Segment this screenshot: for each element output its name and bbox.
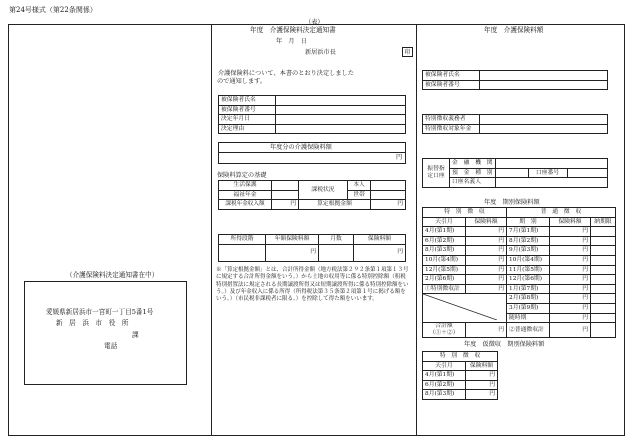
- info-label: 決定理由: [219, 124, 276, 134]
- yen-cell: 円: [466, 265, 507, 275]
- notice-date: 年 月 日: [276, 38, 307, 45]
- office-address: 愛媛県新居浜市一宮町一丁目5番1号: [46, 308, 154, 316]
- special-month: 6月(第2期): [423, 236, 466, 246]
- table-row: [423, 390, 498, 400]
- premium-header: 年度分の介護保険料額: [270, 144, 332, 151]
- yen-cell: 円: [466, 255, 507, 265]
- col-month: 天引月: [423, 217, 466, 227]
- calc-premium-yen: 円: [354, 244, 406, 261]
- table-row: [423, 284, 616, 294]
- next-month: 6月(第2期): [423, 380, 466, 390]
- normal-period: 12月(第6期): [507, 275, 550, 285]
- yen-cell: 円: [466, 227, 507, 237]
- special-header: 特 別 徴 収: [423, 208, 507, 218]
- col-period: 期 別: [507, 217, 550, 227]
- normal-total-label: ②普通徴収計: [507, 323, 550, 338]
- table-row: [423, 255, 616, 265]
- yen-cell: 円: [550, 313, 591, 323]
- normal-period: 3月(第9期): [507, 303, 550, 313]
- basis-fukushi: 福祉年金: [219, 190, 272, 200]
- office-name: 新 居 浜 市 役 所: [56, 319, 129, 327]
- info-label: 決定年月日: [219, 115, 276, 125]
- account-table: [422, 158, 608, 188]
- normal-period: 随時期: [507, 313, 550, 323]
- next-header: 特 別 徴 収: [423, 352, 498, 362]
- total-cell: [423, 323, 466, 338]
- basis-title: 保険料算定の基礎: [217, 172, 267, 179]
- divider-left: [211, 24, 212, 436]
- pension-label: 特別徴収対象年金: [423, 124, 480, 134]
- calc-header: 月数: [319, 235, 354, 245]
- table-row: [423, 246, 616, 256]
- account-type: 預 金 種 別: [450, 168, 496, 178]
- basis-honnin: 本人: [348, 181, 371, 191]
- yen-cell: 円: [550, 255, 591, 265]
- next-table: [422, 351, 498, 400]
- total-formula: （①＋②）: [429, 330, 459, 337]
- insured-label: 被保険者氏名: [423, 71, 480, 81]
- basis-table: [218, 180, 406, 210]
- normal-period: 7月(第1期): [507, 227, 550, 237]
- basis-seikatsu: 生活保護: [219, 181, 272, 191]
- account-institution: 金 融 機 関: [450, 159, 496, 169]
- basis-setai: 世帯: [348, 190, 371, 200]
- divider-right: [416, 24, 417, 436]
- normal-period: 11月(第5期): [507, 265, 550, 275]
- calc-annual-yen: 円: [266, 244, 319, 261]
- col-month: 天引月: [423, 361, 466, 371]
- yen-cell: 円: [466, 371, 498, 381]
- pension-table: [422, 114, 608, 134]
- next-title: 年度 仮徴収 期別保険料額: [464, 341, 545, 348]
- table-row: [423, 323, 616, 338]
- calculation-note: ※「算定根拠金額」とは、合計所得金額（地方税法第２９２条第１項第１３号に規定する合計所得金額をいう。）から土地の収用等に係る特別控除額（租税特別措置法に規定される長期譲渡所得又は短期譲渡所得に係る特別控除額をいう。）及び年金収入に係る所得（所得税法第３５条第２項第１号に掲げる額をいう。）（市民税非課税者に限る。）を控除して得た額をいいます。: [216, 267, 409, 303]
- pension-label: 特別徴収義務者: [423, 115, 480, 125]
- special-month: 8月(第3期): [423, 246, 466, 256]
- yen-cell: 円: [466, 275, 507, 285]
- yen-cell: 円: [550, 275, 591, 285]
- address-box: [24, 281, 187, 385]
- yen-cell: 円: [466, 246, 507, 256]
- table-row: [423, 227, 616, 237]
- yen-cell: 円: [466, 380, 498, 390]
- table-row: [423, 236, 616, 246]
- schedule-title: 年度 期別保険料額: [484, 199, 540, 206]
- yen-cell: 円: [466, 236, 507, 246]
- normal-period: 2月(第8期): [507, 294, 550, 304]
- yen-cell: 円: [466, 284, 507, 294]
- basis-nenkin-yen: 円: [272, 200, 299, 210]
- issuer-name: 新居浜市長: [305, 49, 336, 56]
- table-row: [219, 96, 406, 106]
- normal-period: 9月(第3期): [507, 246, 550, 256]
- table-row: [423, 265, 616, 275]
- yen-cell: 円: [550, 294, 591, 304]
- right-title: 年度 介護保険料額: [484, 26, 544, 34]
- normal-period: 8月(第2期): [507, 236, 550, 246]
- insured-table: [422, 70, 608, 90]
- side-label: （表）: [305, 19, 324, 26]
- basis-santei-label: 算定根拠金額: [299, 200, 371, 210]
- table-row: [423, 294, 616, 304]
- seal-box: 印: [402, 47, 413, 57]
- section-label: 課: [132, 331, 139, 339]
- col-amount: 保険料額: [550, 217, 591, 227]
- next-month: 8月(第3期): [423, 390, 466, 400]
- premium-yen: 円: [396, 154, 403, 161]
- yen-cell: 円: [550, 246, 591, 256]
- col-amount: 保険料額: [466, 217, 507, 227]
- schedule-table: [422, 207, 616, 338]
- form-number-label: 第24号様式（第22条関係）: [9, 6, 97, 14]
- insured-info-table: [218, 95, 406, 134]
- normal-period: 1月(第7期): [507, 284, 550, 294]
- diagonal-blank-cell: [423, 294, 507, 323]
- yen-cell: 円: [550, 227, 591, 237]
- yen-cell: 円: [550, 236, 591, 246]
- calc-header: 年額保険料額: [266, 235, 319, 245]
- basis-nenkin-label: 課税年金収入額: [219, 200, 272, 210]
- insured-label: 被保険者番号: [423, 80, 480, 90]
- yen-cell: 円: [550, 284, 591, 294]
- account-number-label: 口座番号: [528, 168, 567, 178]
- yen-cell: 円: [466, 390, 498, 400]
- intro-line-1: 介護保険料について、本書のとおり決定しました: [218, 70, 354, 77]
- special-month: 12月(第5期): [423, 265, 466, 275]
- info-label: 被保険者氏名: [219, 96, 276, 106]
- col-amount: 保険料額: [466, 361, 498, 371]
- special-total-label: ①特別徴収計: [423, 284, 466, 294]
- basis-santei-yen: 円: [371, 200, 406, 210]
- table-row: [423, 275, 616, 285]
- special-month: 4月(第1期): [423, 227, 466, 237]
- normal-header: 普 通 徴 収: [507, 208, 616, 218]
- phone-label: 電話: [104, 342, 118, 350]
- special-month: 2月(第6期): [423, 275, 466, 285]
- diagonal-line: [423, 294, 497, 320]
- notice-title: 年度 介護保険料決定通知書: [250, 26, 336, 34]
- total-yen: 円: [466, 323, 507, 338]
- table-row: [219, 105, 406, 115]
- next-month: 4月(第1期): [423, 371, 466, 381]
- total-label: 合計額: [435, 323, 453, 330]
- calc-table: [218, 234, 406, 262]
- calc-header: 保険料額: [354, 235, 406, 245]
- table-row: [423, 371, 498, 381]
- info-label: 被保険者番号: [219, 105, 276, 115]
- intro-line-2: ので通知します。: [217, 78, 267, 85]
- normal-period: 10月(第4期): [507, 255, 550, 265]
- col-due: 納期限: [591, 217, 616, 227]
- table-row: [219, 124, 406, 134]
- account-label: 振替指定口座: [423, 159, 450, 188]
- account-holder: 口座名義人: [450, 178, 496, 188]
- table-row: [219, 115, 406, 125]
- table-row: [423, 380, 498, 390]
- special-month: 10月(第4期): [423, 255, 466, 265]
- calc-header: 所得段階: [219, 235, 266, 245]
- yen-cell: 円: [550, 265, 591, 275]
- yen-cell: 円: [550, 303, 591, 313]
- envelope-caption: （介護保険料決定通知書在中）: [66, 271, 159, 279]
- yen-cell: 円: [550, 323, 591, 338]
- basis-kazei-label: 課税状況: [299, 181, 348, 200]
